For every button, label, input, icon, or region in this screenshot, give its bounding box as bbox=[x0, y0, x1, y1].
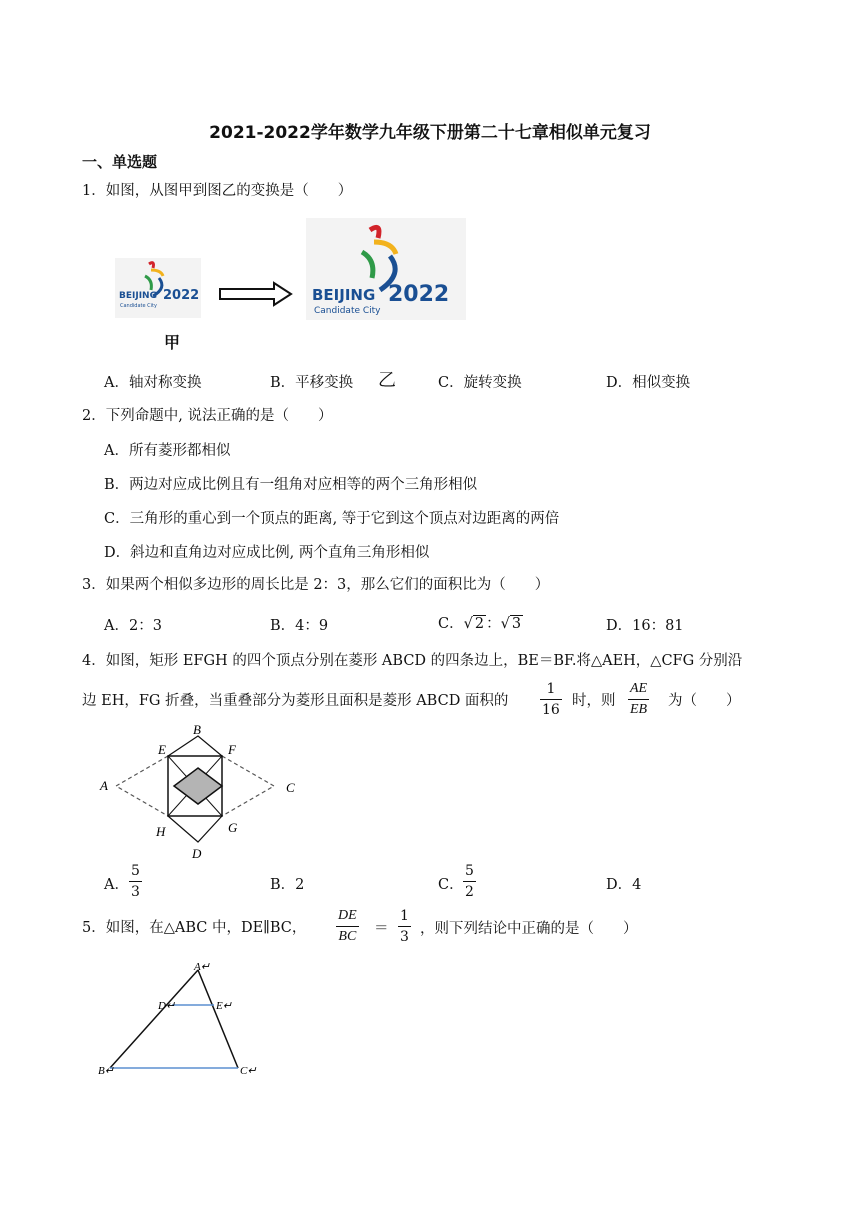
q4-rhombus-figure bbox=[96, 720, 310, 864]
q3-option-c-r1: 2 bbox=[474, 616, 485, 632]
q5-frac1-den: BC bbox=[338, 929, 357, 944]
q1-option-a: A．轴对称变换 bbox=[104, 375, 202, 391]
q2-option-c: C．三角形的重心到一个顶点的距离, 等于它到这个顶点对边距离的两倍 bbox=[104, 511, 560, 527]
q1-logo-large-text: BEIJING bbox=[312, 286, 376, 304]
q4-option-c-fraction bbox=[463, 861, 476, 902]
q2-option-a: A．所有菱形都相似 bbox=[104, 443, 231, 459]
transform-arrow-icon bbox=[218, 281, 294, 307]
q3-option-d: D．16：81 bbox=[606, 618, 684, 634]
q3-option-c-prefix: C． bbox=[438, 616, 464, 632]
q1-logo-large-year: 2022 bbox=[388, 282, 450, 307]
q2-stem: 2．下列命题中, 说法正确的是（ ） bbox=[82, 408, 333, 424]
q5-label-a: A↵ bbox=[194, 961, 210, 973]
q4-option-c-den: 2 bbox=[465, 884, 474, 900]
page-title: 2021-2022学年数学九年级下册第二十七章相似单元复习 bbox=[209, 123, 651, 143]
q2-option-b: B．两边对应成比例且有一组角对应相等的两个三角形相似 bbox=[104, 477, 478, 493]
q4-option-a-den: 3 bbox=[131, 884, 140, 900]
q1-logo-small-sub: Candidate City bbox=[120, 303, 157, 309]
q2-option-d: D．斜边和直角边对应成比例, 两个直角三角形相似 bbox=[104, 545, 430, 561]
q3-option-c-r2: 3 bbox=[511, 616, 522, 632]
q3-option-a: A．2：3 bbox=[104, 618, 162, 634]
q1-label-b: 乙 bbox=[378, 370, 396, 391]
q1-option-c: C．旋转变换 bbox=[438, 375, 522, 391]
q5-frac2-den: 3 bbox=[400, 929, 409, 945]
q4-frac2-den: EB bbox=[630, 702, 648, 717]
q4-frac2-num: AE bbox=[628, 679, 649, 700]
q1-option-b: B．平移变换 bbox=[270, 375, 354, 391]
radical-icon: √ bbox=[500, 616, 510, 632]
q4-frac1-den: 16 bbox=[542, 702, 560, 718]
q5-label-c: C↵ bbox=[240, 1065, 257, 1077]
q5-label-e: E↵ bbox=[216, 1000, 232, 1012]
q5-triangle-figure bbox=[96, 960, 268, 1082]
q4-label-f: F bbox=[228, 742, 236, 757]
q3-stem: 3．如果两个相似多边形的周长比是 2：3，那么它们的面积比为（ ） bbox=[82, 577, 550, 593]
q5-line-a: 5．如图，在△ABC 中，DE∥BC， bbox=[82, 920, 307, 936]
q4-line2-a: 边 EH，FG 折叠，当重叠部分为菱形且面积是菱形 ABCD 面积的 bbox=[82, 693, 509, 709]
section-heading: 一、单选题 bbox=[82, 153, 158, 171]
q4-label-a: A bbox=[100, 778, 108, 793]
q4-fraction-1 bbox=[540, 679, 562, 720]
radical-icon: √ bbox=[463, 616, 473, 632]
q1-stem: 1．如图，从图甲到图乙的变换是（ ） bbox=[82, 183, 353, 199]
q3-option-c bbox=[438, 612, 523, 633]
q4-frac1-num: 1 bbox=[540, 679, 562, 700]
q1-logo-small bbox=[115, 258, 201, 318]
q4-label-h: H bbox=[156, 824, 166, 839]
q4-label-c: C bbox=[286, 780, 295, 795]
q4-option-c-prefix: C． bbox=[438, 877, 464, 893]
q5-label-b: B↵ bbox=[98, 1065, 114, 1077]
q5-fraction-2 bbox=[398, 906, 411, 947]
q5-fraction-1 bbox=[336, 906, 359, 947]
q4-line1: 4．如图，矩形 EFGH 的四个顶点分别在菱形 ABCD 的四条边上，BE＝BF.将△AEH，△CFG 分别沿 bbox=[82, 653, 743, 669]
q4-option-a-prefix: A． bbox=[104, 877, 129, 893]
q4-option-a-fraction bbox=[129, 861, 142, 902]
q4-option-c-num: 5 bbox=[463, 861, 476, 882]
q1-logo-large-sub: Candidate City bbox=[314, 306, 381, 316]
q5-frac2-num: 1 bbox=[398, 906, 411, 927]
q4-line2-b: 时，则 bbox=[572, 693, 616, 709]
q5-equals: ＝ bbox=[374, 921, 389, 937]
q4-label-b: B bbox=[193, 722, 201, 737]
q1-option-d: D．相似变换 bbox=[606, 375, 691, 391]
q5-label-d: D↵ bbox=[158, 1000, 176, 1012]
q3-option-c-sep: ： bbox=[486, 616, 501, 632]
q4-option-b: B．2 bbox=[270, 877, 305, 893]
q1-label-a: 甲 bbox=[164, 333, 181, 352]
q4-fraction-2 bbox=[628, 679, 649, 720]
q4-option-a-num: 5 bbox=[129, 861, 142, 882]
q4-line2-c: 为（ ） bbox=[668, 693, 741, 709]
q3-option-b: B．4：9 bbox=[270, 618, 329, 634]
q5-line-b: ，则下列结论中正确的是（ ） bbox=[420, 921, 638, 937]
q5-frac1-num: DE bbox=[336, 906, 359, 927]
q4-label-d: D bbox=[192, 846, 202, 861]
q4-label-g: G bbox=[228, 820, 238, 835]
q1-logo-small-text: BEIJING bbox=[119, 291, 157, 301]
q1-logo-small-year: 2022 bbox=[163, 288, 200, 303]
q4-label-e: E bbox=[158, 742, 166, 757]
q1-logo-large bbox=[306, 218, 466, 320]
q4-option-d: D．4 bbox=[606, 877, 642, 893]
